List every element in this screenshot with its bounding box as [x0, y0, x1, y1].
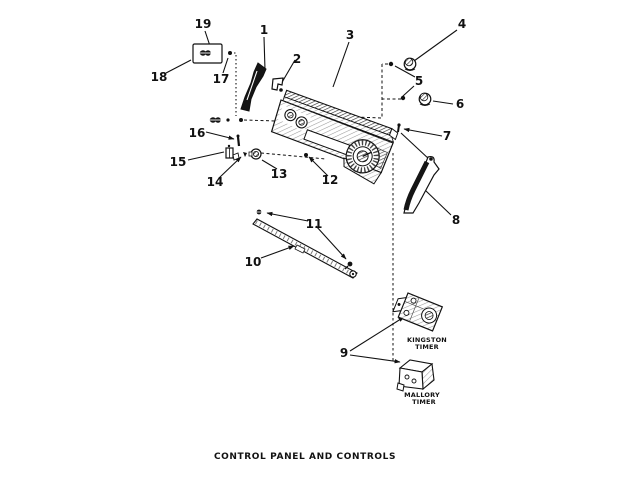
- callout-5: 5: [414, 74, 424, 88]
- pin-7: [397, 123, 400, 132]
- callout-12: 12: [321, 173, 339, 187]
- callout-7: 7: [442, 129, 452, 143]
- callout-6: 6: [455, 97, 465, 111]
- mallory-timer-label-line1: MALLORY: [404, 391, 440, 399]
- callout-2: 2: [292, 52, 302, 66]
- pin-16: [237, 135, 240, 147]
- screw-17: [228, 51, 232, 55]
- bracket-15: [226, 145, 239, 160]
- callout-10: 10: [244, 255, 262, 269]
- screw-11-left: [256, 210, 262, 215]
- clip-2: [272, 78, 283, 92]
- screw-row: [210, 117, 243, 123]
- callout-4: 4: [457, 17, 467, 31]
- callout-9: 9: [339, 346, 349, 360]
- callout-16: 16: [188, 126, 206, 140]
- callout-15: 15: [169, 155, 187, 169]
- grommet-13: [249, 149, 261, 159]
- kingston-timer: [392, 290, 443, 331]
- end-cap-right: [404, 157, 439, 213]
- knob-screw-lower: [401, 96, 405, 100]
- callout-19: 19: [194, 17, 212, 31]
- mounting-plate: [193, 44, 222, 63]
- kingston-timer-label-line2: TIMER: [415, 343, 439, 351]
- callout-13: 13: [270, 167, 288, 181]
- knob-6: [419, 93, 431, 105]
- pin-14: [243, 152, 247, 157]
- callout-11: 11: [305, 217, 323, 231]
- screw-11-right: [345, 262, 352, 269]
- figure-caption: CONTROL PANEL AND CONTROLS: [213, 452, 397, 462]
- end-cap-left: [241, 63, 266, 111]
- alignment-dashed-lines: [230, 53, 401, 363]
- callout-8: 8: [451, 213, 461, 227]
- callout-14: 14: [206, 175, 224, 189]
- screw-12-dot: [304, 153, 308, 157]
- knob-4: [404, 58, 416, 70]
- callout-18: 18: [150, 70, 168, 84]
- knob-screw-upper: [389, 62, 393, 66]
- callout-17: 17: [212, 72, 230, 86]
- callout-1: 1: [259, 23, 269, 37]
- callout-3: 3: [345, 28, 355, 42]
- kingston-timer-label-line1: KINGSTON: [407, 336, 447, 344]
- mallory-timer: [397, 360, 434, 391]
- mallory-timer-label-line2: TIMER: [412, 398, 436, 406]
